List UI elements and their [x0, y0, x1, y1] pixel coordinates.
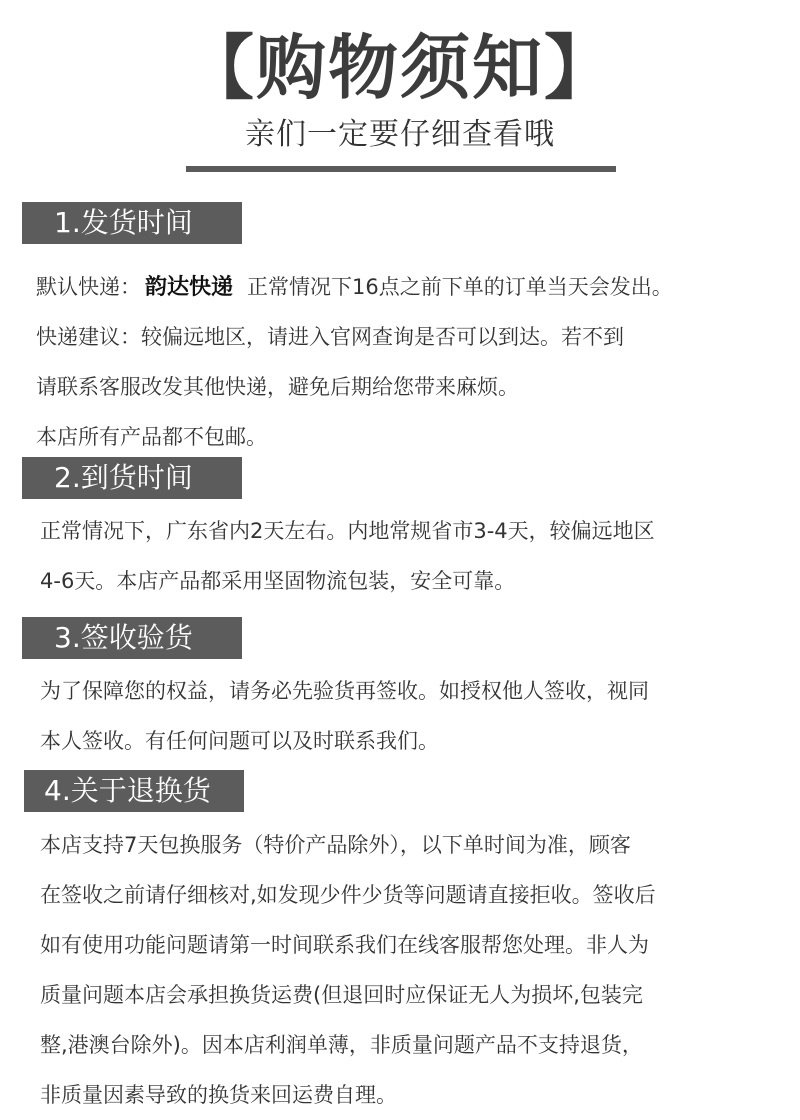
paragraph-line: 非质量因素导致的换货来回运费自理。 [40, 1083, 397, 1107]
paragraph-line: 正常情况下，广东省内2天左右。内地常规省市3-4天，较偏远地区 [40, 519, 655, 543]
section-heading-inspection: 3.签收验货 [22, 617, 242, 659]
section-body-arrival-time [40, 506, 785, 606]
page-subtitle: 亲们一定要仔细查看哦 [245, 117, 555, 152]
paragraph-line: 质量问题本店会承担换货运费(但退回时应保证无人为损坏,包装完 [40, 983, 643, 1007]
section-body-shipping-time [36, 262, 781, 462]
paragraph-line: 快递建议：较偏远地区，请进入官网查询是否可以到达。若不到 [36, 325, 624, 349]
section-heading-returns: 4.关于退换货 [24, 770, 244, 812]
paragraph-line: 整,港澳台除外)。因本店利润单薄，非质量问题产品不支持退货， [40, 1033, 643, 1057]
default-courier-text: 正常情况下16点之前下单的订单当天会发出。 [247, 275, 673, 299]
paragraph-line: 在签收之前请仔细核对,如发现少件少货等问题请直接拒收。签收后 [40, 883, 656, 907]
section-body-inspection [40, 666, 785, 766]
title-divider [186, 166, 616, 172]
section-heading-arrival-time: 2.到货时间 [22, 457, 242, 499]
default-courier-name: 韵达快递 [145, 275, 234, 300]
paragraph-line: 本店支持7天包换服务（特价产品除外），以下单时间为准，顾客 [40, 833, 631, 857]
page-title: 【购物须知】 [184, 27, 616, 109]
paragraph-line: 本人签收。有任何问题可以及时联系我们。 [40, 729, 439, 753]
section-body-returns [40, 820, 785, 1120]
paragraph-line: 如有使用功能问题请第一时间联系我们在线客服帮您处理。非人为 [40, 933, 649, 957]
section-heading-shipping-time: 1.发货时间 [22, 202, 242, 244]
default-courier-label: 默认快递： [36, 275, 141, 299]
paragraph-line: 本店所有产品都不包邮。 [36, 425, 267, 449]
paragraph-line: 4-6天。本店产品都采用坚固物流包装，安全可靠。 [40, 569, 516, 593]
paragraph-line: 请联系客服改发其他快递，避免后期给您带来麻烦。 [36, 375, 519, 399]
default-courier-line [36, 262, 781, 312]
paragraph-line: 为了保障您的权益，请务必先验货再签收。如授权他人签收，视同 [40, 679, 649, 703]
